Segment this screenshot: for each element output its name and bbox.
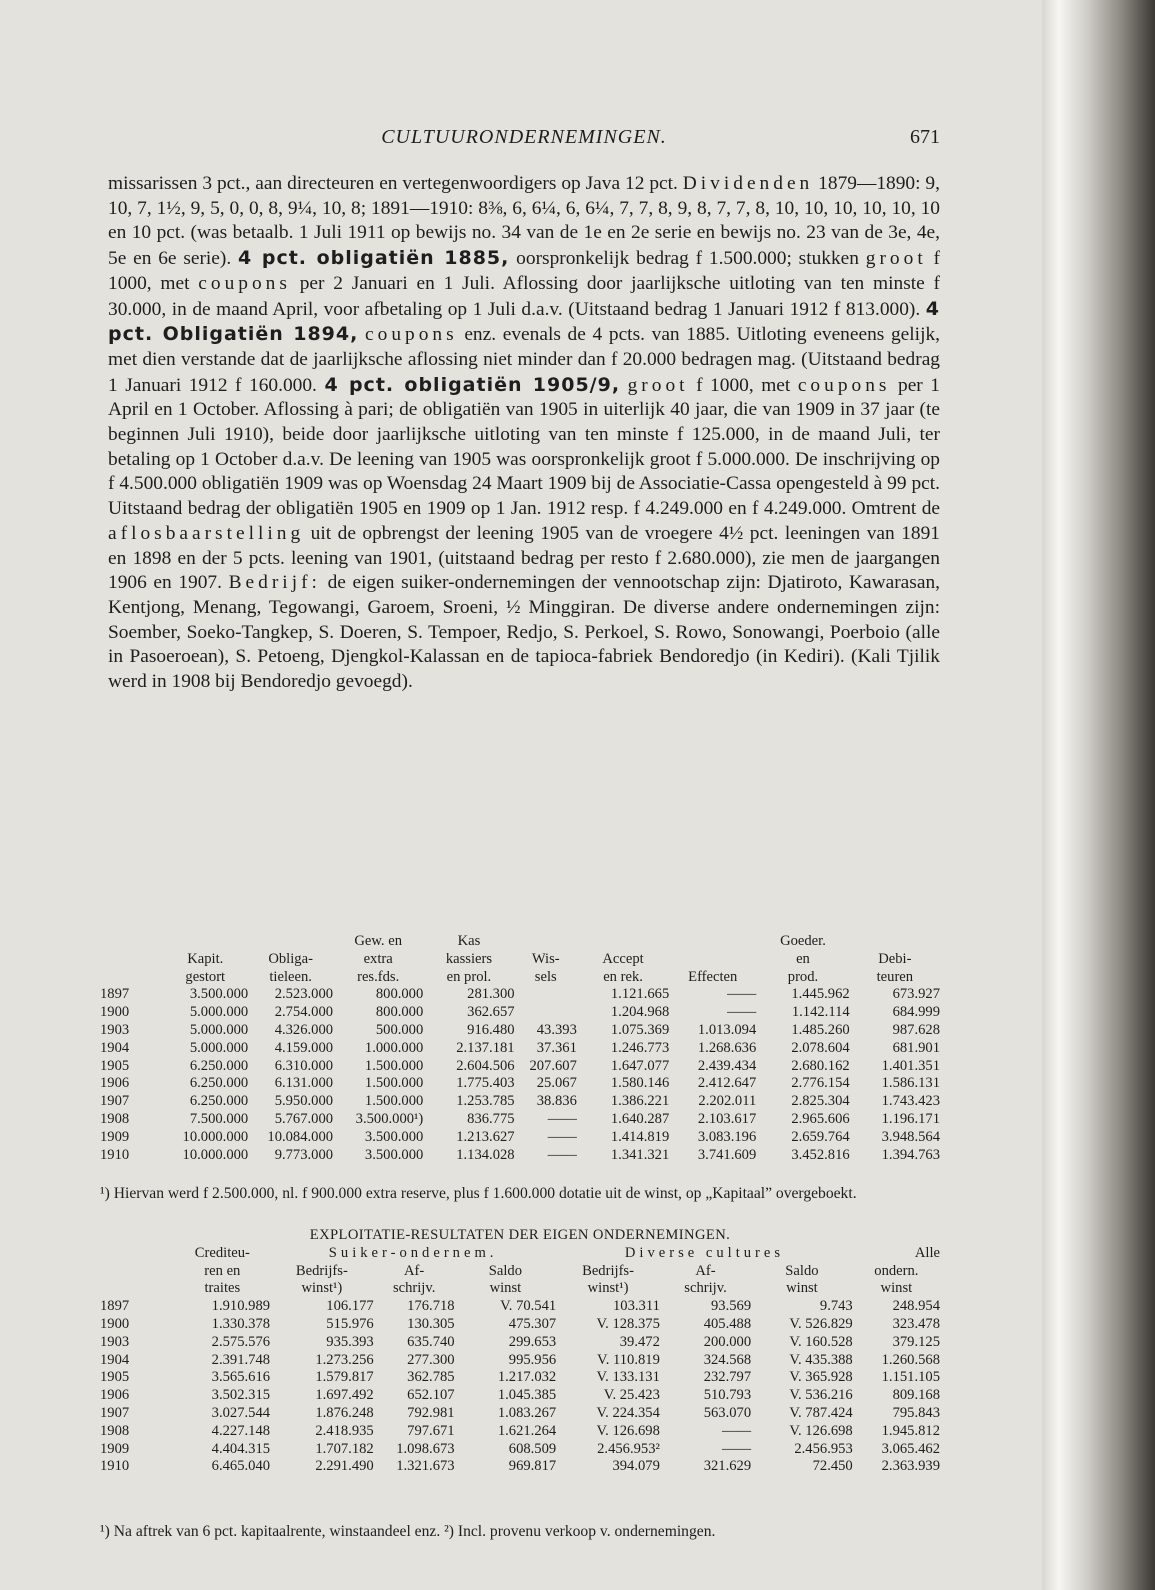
- table-cell: 3.500.000: [364, 1128, 424, 1145]
- column-header: ondern.: [874, 1262, 919, 1279]
- table-row: [100, 1352, 940, 1370]
- table-cell: 635.740: [407, 1333, 455, 1350]
- spaced-term-coupons: coupons: [797, 374, 891, 396]
- column-header: [100, 951, 162, 969]
- column-header: winst: [880, 1280, 913, 1297]
- column-header: [669, 951, 756, 969]
- column-group-header: Suiker-ondernem.: [328, 1244, 498, 1261]
- column-header: [669, 933, 756, 951]
- table-cell: 1.098.673: [396, 1440, 455, 1457]
- table-cell: 1.386.221: [610, 1093, 670, 1110]
- column-header: ren en: [204, 1262, 241, 1279]
- table-row: [100, 1058, 940, 1076]
- table-cell: 4.227.148: [211, 1422, 271, 1439]
- year-cell: 1908: [100, 1422, 130, 1439]
- body-text: [108, 172, 940, 695]
- year-cell: 1900: [100, 1004, 130, 1021]
- table-cell: 2.202.011: [698, 1093, 757, 1110]
- dividend-list: 1879—1890: 9, 10, 7, 1½, 9, 5, 0, 0, 8, 9¼, 10, 8; 1891—1910: 8⅜, 6, 6¼, 6, 6¼, 7, 7, 8, 9, 8, 7, 7, 8, 10, 10, 10, 10, 10, 10 en 10 pct. (was betaalb. 1 Juli 1911 op bewijs no. 34 van de 1e en 2e serie en bewijs no. 23 van de 3e, 4e, 5e en 6e serie).: [108, 173, 940, 270]
- table-cell: 3.502.315: [211, 1387, 271, 1404]
- table-cell: 130.305: [407, 1315, 455, 1332]
- text-run: per 2 Januari en 1 Juli. Aflossing door jaarlijksche uitloting van ten minste f 30.000, in de maand April, voor afbetaling op 1 Juli d.a.v. (Uitstaand bedrag 1 Januari 1912 f 813.000).: [108, 272, 940, 320]
- table-cell: 2.575.576: [211, 1333, 271, 1350]
- table-cell: 475.307: [508, 1315, 557, 1332]
- table-cell: 5.000.000: [189, 1004, 249, 1021]
- table-cell: 39.472: [619, 1333, 660, 1350]
- column-header: Effecten: [688, 968, 738, 985]
- table-cell: 4.159.000: [274, 1039, 334, 1056]
- table-cell: 987.628: [892, 1021, 940, 1038]
- table-cell: 652.107: [407, 1387, 455, 1404]
- text-run: oorspronkelijk bedrag f 1.500.000; stukken: [516, 248, 859, 270]
- table-row: [100, 1441, 940, 1459]
- year-cell: 1897: [100, 1298, 130, 1315]
- table-cell: 6.131.000: [274, 1075, 334, 1092]
- table-cell: 1.621.264: [497, 1422, 557, 1439]
- table-row: [100, 1369, 940, 1387]
- column-header: [162, 933, 248, 951]
- table-cell: 792.981: [407, 1404, 455, 1421]
- table-cell: 684.999: [892, 1004, 940, 1021]
- table-cell: 800.000: [375, 1004, 424, 1021]
- table-cell: 2.363.939: [881, 1458, 940, 1475]
- table-cell: 2.659.764: [791, 1128, 850, 1145]
- column-header: Saldo: [785, 1262, 819, 1279]
- year-cell: 1906: [100, 1387, 130, 1404]
- table-cell: 2.776.154: [791, 1075, 850, 1092]
- page-header: [108, 126, 940, 152]
- table-cell: 3.083.196: [697, 1128, 757, 1145]
- table-cell: 797.671: [407, 1422, 455, 1439]
- column-header: winst: [786, 1280, 818, 1297]
- book-edge: [1042, 0, 1155, 1590]
- table-cell: 1.580.146: [610, 1075, 670, 1092]
- body-paragraph: [108, 172, 940, 695]
- table-cell: 1.213.627: [456, 1128, 515, 1145]
- column-header: Saldo: [488, 1262, 523, 1279]
- table-cell: 379.125: [892, 1333, 940, 1350]
- table-cell: 1.204.968: [610, 1004, 670, 1021]
- table-cell: 836.775: [467, 1110, 515, 1127]
- table-cell: 6.250.000: [189, 1093, 249, 1110]
- column-header: sels: [534, 968, 557, 985]
- column-header: Debi-: [878, 950, 912, 967]
- table-cell: 394.079: [612, 1458, 660, 1475]
- table-cell: 2.137.181: [456, 1039, 515, 1056]
- text-run: f 1000, met: [108, 248, 940, 294]
- footnote-table2: ¹) Na aftrek van 6 pct. kapitaalrente, winstaandeel enz. ²) Incl. provenu verkoop v. ondernemingen.: [100, 1523, 716, 1540]
- table-cell: 232.797: [703, 1369, 752, 1386]
- table-row: [100, 1405, 940, 1423]
- column-header: res.fds.: [357, 968, 400, 985]
- table-cell: V. 133.131: [596, 1369, 660, 1386]
- column-header: teuren: [876, 968, 914, 985]
- table-cell: V. 126.698: [789, 1422, 853, 1439]
- column-header: [248, 933, 333, 951]
- table-cell: 3.065.462: [881, 1440, 940, 1457]
- year-cell: 1910: [100, 1458, 130, 1475]
- year-cell: 1900: [100, 1315, 130, 1332]
- year-cell: 1904: [100, 1351, 130, 1368]
- column-header: Af-: [404, 1262, 425, 1279]
- running-title: CULTUURONDERNEMINGEN.: [381, 126, 667, 148]
- table-cell: 93.569: [710, 1298, 752, 1315]
- table-cell: 299.653: [508, 1333, 557, 1350]
- table-cell: 1.321.673: [396, 1458, 455, 1475]
- balance-table: [100, 933, 940, 1164]
- table-cell: 1.500.000: [364, 1057, 424, 1074]
- table-cell: 2.439.434: [697, 1057, 757, 1074]
- table-cell: 1.246.773: [610, 1039, 670, 1056]
- text-run: uit de opbrengst der leening 1905 van de vroegere 4½ pct. leeningen van 1891 en 1898 en der 5 pcts. leening van 1901, (uitstaand bedrag per resto f 2.680.000), zie men de jaargangen 1906 en 1907.: [108, 522, 940, 594]
- table-cell: V. 526.829: [789, 1315, 853, 1332]
- table-cell: 43.393: [536, 1021, 577, 1038]
- spaced-term-groot: groot: [865, 248, 927, 270]
- table-row: [100, 1334, 940, 1352]
- table-cell: 1.697.492: [315, 1387, 374, 1404]
- table-cell: 1.579.817: [315, 1369, 374, 1386]
- year-cell: 1897: [100, 986, 130, 1003]
- table-cell: 1.485.260: [791, 1021, 850, 1038]
- table-cell: 500.000: [375, 1021, 424, 1038]
- table-cell: 1.151.105: [881, 1369, 940, 1386]
- table-row: [100, 1040, 940, 1058]
- table-cell: V. 435.388: [789, 1351, 853, 1368]
- table-cell: 9.773.000: [274, 1146, 334, 1163]
- table-cell: 2.412.647: [697, 1075, 757, 1092]
- column-header: [515, 933, 577, 951]
- table-cell: 510.793: [703, 1387, 752, 1404]
- table-cell: 176.718: [407, 1298, 455, 1315]
- year-cell: 1910: [100, 1146, 130, 1163]
- table-cell: 2.418.935: [315, 1422, 374, 1439]
- table-cell: 248.954: [892, 1298, 940, 1315]
- table-cell: 1.394.763: [881, 1146, 940, 1163]
- table-cell: 103.311: [613, 1298, 660, 1315]
- table-cell: 2.754.000: [274, 1004, 334, 1021]
- table-cell: 3.452.816: [791, 1146, 850, 1163]
- table-cell: 5.950.000: [274, 1093, 334, 1110]
- table-cell: 1.013.094: [697, 1021, 757, 1038]
- column-header: schrijv.: [392, 1280, 436, 1297]
- table-row: [100, 1458, 940, 1476]
- column-header: Kas: [457, 933, 481, 949]
- table-cell: [515, 1004, 577, 1022]
- dividenden-label: Dividenden: [682, 173, 814, 194]
- table-cell: 1.045.385: [497, 1387, 557, 1404]
- table-cell: 563.070: [703, 1404, 752, 1421]
- table-cell: 6.465.040: [211, 1458, 271, 1475]
- table-cell: 6.250.000: [189, 1057, 249, 1074]
- table-cell: 2.078.604: [791, 1039, 850, 1056]
- table-cell: 2.456.953: [794, 1440, 853, 1457]
- column-header: Gew. en: [354, 933, 403, 949]
- table-cell: 1.647.077: [610, 1057, 670, 1074]
- column-header: winst¹): [301, 1280, 343, 1297]
- table-cell: ——: [727, 986, 757, 1003]
- table-cell: 207.607: [529, 1057, 577, 1074]
- year-cell: 1905: [100, 1369, 130, 1386]
- table-cell: 1.401.351: [881, 1057, 940, 1074]
- table-cell: 4.326.000: [274, 1021, 334, 1038]
- table-cell: 3.948.564: [881, 1128, 940, 1145]
- table-cell: 324.568: [703, 1351, 752, 1368]
- column-header: gestort: [185, 968, 226, 985]
- year-cell: 1907: [100, 1093, 130, 1110]
- column-header: Bedrijfs-: [295, 1262, 348, 1279]
- table-cell: 800.000: [375, 986, 424, 1003]
- table-row: [100, 1022, 940, 1040]
- table-cell: 1.707.182: [315, 1440, 374, 1457]
- text-run: de eigen suiker-ondernemingen der vennootschap zijn: Djatiroto, Kawarasan, Kentjong, Menang, Tegowangi, Garoem, Sroeni, ½ Minggiran. De diverse andere ondernemingen zijn: Soember, Soeko-Tangkep, S. Doeren, S. Tempoer, Redjo, S. Perkoel, S. Rowo, Sonowangi, Poerboio (alle in Pasoeroean), S. Petoeng, Djengkol-Kalassan en de tapioca-fabriek Bendoredjo (in Kediri). (Kali Tjilik werd in 1908 bij Bendoredjo gevoegd).: [108, 572, 940, 693]
- column-header: Crediteu-: [194, 1244, 250, 1261]
- table-cell: 200.000: [703, 1333, 752, 1350]
- table-cell: ——: [547, 1110, 577, 1127]
- year-cell: 1907: [100, 1404, 130, 1421]
- table-cell: ——: [721, 1422, 752, 1439]
- table-cell: 2.103.617: [697, 1110, 757, 1127]
- table-cell: 7.500.000: [189, 1110, 249, 1127]
- table-cell: 608.509: [508, 1440, 557, 1457]
- table-row: [100, 1316, 940, 1334]
- spaced-term-groot: groot: [627, 374, 689, 396]
- table-cell: 2.291.490: [315, 1458, 374, 1475]
- table-cell: V. 126.698: [596, 1422, 660, 1439]
- table-cell: 1.330.378: [211, 1315, 271, 1332]
- table-row: [100, 1111, 940, 1129]
- heading-obligaties-1905-9: 4 pct. obligatiën 1905/9,: [324, 373, 621, 396]
- table-cell: V. 224.354: [596, 1404, 660, 1421]
- table-cell: V. 110.819: [597, 1351, 660, 1368]
- year-cell: 1903: [100, 1333, 130, 1350]
- year-cell: 1909: [100, 1128, 130, 1145]
- table-cell: 916.480: [467, 1021, 515, 1038]
- table-cell: 1.500.000: [364, 1093, 424, 1110]
- table-cell: 2.391.748: [211, 1351, 271, 1368]
- table-cell: 1.414.819: [610, 1128, 670, 1145]
- spaced-term-aflosbaarstelling: aflosbaarstelling: [108, 522, 305, 544]
- year-cell: 1904: [100, 1039, 130, 1056]
- table-cell: 935.393: [326, 1333, 374, 1350]
- table-cell: 1.217.032: [497, 1369, 557, 1386]
- table-cell: 969.817: [508, 1458, 557, 1475]
- table-cell: 5.000.000: [189, 1039, 249, 1056]
- column-header: Accept: [602, 950, 644, 967]
- table-cell: 362.657: [467, 1004, 515, 1021]
- table-cell: 809.168: [892, 1387, 940, 1404]
- year-cell: 1905: [100, 1057, 130, 1074]
- table-cell: 405.488: [703, 1315, 752, 1332]
- column-header: winst: [489, 1280, 522, 1297]
- table-cell: 1.075.369: [610, 1021, 670, 1038]
- spaced-term-coupons: coupons: [365, 324, 458, 346]
- table-cell: 10.000.000: [182, 1128, 249, 1145]
- table-cell: ——: [547, 1128, 577, 1145]
- table-cell: 3.027.544: [211, 1404, 271, 1421]
- table-cell: 1.500.000: [364, 1075, 424, 1092]
- year-cell: 1903: [100, 1021, 130, 1038]
- table-row: [100, 986, 940, 1004]
- table-cell: 1.640.287: [610, 1110, 670, 1127]
- table-cell: 37.361: [536, 1039, 577, 1056]
- table-cell: V. 25.423: [603, 1387, 660, 1404]
- table-row: [100, 1129, 940, 1147]
- table-cell: 277.300: [407, 1351, 455, 1368]
- table-cell: 1.142.114: [791, 1004, 850, 1021]
- table-cell: V. 70.541: [500, 1298, 557, 1315]
- table-cell: 795.843: [892, 1404, 940, 1421]
- table-row: [100, 1387, 940, 1405]
- table-cell: 1.586.131: [881, 1075, 940, 1092]
- table-cell: 2.825.304: [791, 1093, 850, 1110]
- table-row: [100, 1093, 940, 1111]
- table-cell: 362.785: [407, 1369, 455, 1386]
- table-row: [100, 1075, 940, 1093]
- table-cell: 1.083.267: [497, 1404, 557, 1421]
- table-cell: 4.404.315: [211, 1440, 271, 1457]
- spaced-term-coupons: coupons: [198, 272, 291, 294]
- table-cell: 995.956: [508, 1351, 557, 1368]
- column-header: Goeder.: [780, 933, 826, 949]
- column-header: tieleen.: [269, 968, 312, 985]
- column-header: traites: [204, 1280, 241, 1297]
- table-cell: 3.565.616: [211, 1369, 271, 1386]
- table-cell: 1.445.962: [791, 986, 850, 1003]
- column-header: [100, 969, 162, 987]
- table-cell: 2.456.953²: [597, 1440, 660, 1457]
- text-run: per 1 April en 1 October. Aflossing à pari; de obligatiën van 1905 in uiterlijk 40 jaar, die van 1909 in 37 jaar (te beginnen Juli 1910), beide door jaarlijksche uitloting van ten minste f 125.000, in de maand Juli, ter betaling op 1 October d.a.v. De leening van 1905 was oorspronkelijk groot f 5.000.000. De inschrijving op f 4.500.000 obligatiën 1909 was op Woensdag 24 Maart 1909 bij de Associatie-Cassa opengesteld à 99 pct. Uitstaand bedrag der obligatiën 1905 en 1909 op 1 Jan. 1912 resp. f 4.249.000 en f 4.249.000. Omtrent de: [108, 374, 940, 520]
- table-cell: 673.927: [892, 986, 940, 1003]
- table-cell: 38.836: [536, 1093, 577, 1110]
- table-cell: 1.876.248: [315, 1404, 374, 1421]
- table-cell: 3.500.000: [189, 986, 249, 1003]
- table-cell: V. 160.528: [789, 1333, 853, 1350]
- column-header: en prol.: [446, 968, 492, 985]
- table-title: EXPLOITATIE-RESULTATEN DER EIGEN ONDERNEMINGEN.: [309, 1227, 731, 1243]
- table-cell: 5.767.000: [274, 1110, 334, 1127]
- column-header: Wis-: [531, 950, 560, 967]
- table-cell: 6.310.000: [274, 1057, 334, 1074]
- table-cell: 2.604.506: [456, 1057, 515, 1074]
- table-cell: 3.500.000¹): [355, 1110, 424, 1127]
- column-group-header: Diverse cultures: [624, 1244, 785, 1261]
- year-cell: 1908: [100, 1110, 130, 1127]
- heading-obligaties-1894: 4 pct. Obligatiën 1894,: [108, 297, 941, 346]
- table-cell: V. 536.216: [789, 1387, 853, 1404]
- column-header: [100, 1280, 175, 1298]
- table-cell: 1.268.636: [697, 1039, 757, 1056]
- table-cell: [515, 986, 577, 1004]
- column-header: en rek.: [603, 968, 643, 985]
- table-cell: 3.500.000: [364, 1146, 424, 1163]
- table-cell: V. 128.375: [596, 1315, 660, 1332]
- table-cell: 2.965.606: [791, 1110, 850, 1127]
- column-header: kassiers: [445, 950, 493, 967]
- column-header: [100, 933, 162, 951]
- column-header: [100, 1263, 175, 1281]
- table-row: [100, 1147, 940, 1165]
- spaced-term-bedrijf: Bedrijf:: [228, 572, 321, 594]
- text-run: enz. evenals de 4 pcts. van 1885. Uitloting eveneens gelijk, met dien verstande dat de jaarlijksche aflossing niet minder dan f 20.000 bedragen mag. (Uitstaand bedrag 1 Januari 1912 f 160.000.: [108, 324, 940, 396]
- column-header: schrijv.: [684, 1280, 727, 1297]
- table-cell: 9.743: [819, 1298, 853, 1315]
- table-cell: 2.523.000: [274, 986, 334, 1003]
- table-cell: 1.134.028: [456, 1146, 515, 1163]
- table-cell: 1.260.568: [881, 1351, 940, 1368]
- column-header: [577, 933, 669, 951]
- table-cell: 6.250.000: [189, 1075, 249, 1092]
- column-header: en: [796, 950, 810, 967]
- column-header: winst¹): [587, 1280, 629, 1297]
- table-cell: 3.741.609: [697, 1146, 757, 1163]
- column-header: [850, 933, 940, 951]
- footnote-table1: ¹) Hiervan werd f 2.500.000, nl. f 900.000 extra reserve, plus f 1.600.000 dotatie uit de winst, op „Kapitaal” overgeboekt.: [100, 1185, 857, 1202]
- table-cell: 1.000.000: [364, 1039, 424, 1056]
- column-header: Af-: [695, 1262, 716, 1279]
- text-line: missarissen 3 pct., aan directeuren en vertegenwoordigers op Java 12 pct.: [108, 173, 678, 194]
- table-row: [100, 1004, 940, 1022]
- table-cell: 10.084.000: [267, 1128, 334, 1145]
- table-cell: V. 787.424: [789, 1404, 853, 1421]
- table-cell: 281.300: [467, 986, 515, 1003]
- table-cell: 321.629: [703, 1458, 752, 1475]
- column-header: Obliga-: [268, 950, 313, 967]
- column-header: Bedrijfs-: [582, 1262, 634, 1279]
- table-cell: 5.000.000: [189, 1021, 249, 1038]
- table-cell: ——: [721, 1440, 752, 1457]
- table-cell: 1.121.665: [610, 986, 670, 1003]
- table-cell: 515.976: [326, 1315, 374, 1332]
- table-cell: 10.000.000: [182, 1146, 249, 1163]
- table-cell: 1.253.785: [456, 1093, 515, 1110]
- heading-obligaties-1885: 4 pct. obligatiën 1885,: [238, 247, 510, 270]
- column-header: Alle: [914, 1244, 940, 1261]
- year-cell: 1906: [100, 1075, 130, 1092]
- table-cell: 1.341.321: [610, 1146, 670, 1163]
- table-row: [100, 1423, 940, 1441]
- table-cell: 323.478: [892, 1315, 940, 1332]
- column-header: extra: [363, 950, 393, 967]
- text-run: f 1000, met: [696, 374, 791, 396]
- column-header: prod.: [787, 968, 819, 985]
- table-cell: 1.910.989: [211, 1298, 271, 1315]
- table-cell: 106.177: [326, 1298, 374, 1315]
- table-row: [100, 1298, 940, 1316]
- table-cell: 1.945.812: [881, 1422, 940, 1439]
- table-cell: ——: [727, 1004, 757, 1021]
- table-cell: V. 365.928: [789, 1369, 853, 1386]
- table-cell: ——: [547, 1146, 577, 1163]
- results-table: [100, 1227, 940, 1476]
- table-cell: 1.196.171: [881, 1110, 940, 1127]
- year-cell: 1909: [100, 1440, 130, 1457]
- page-number: 671: [910, 126, 940, 148]
- table-cell: 25.067: [536, 1075, 577, 1092]
- table-cell: 1.775.403: [456, 1075, 515, 1092]
- table-cell: 1.743.423: [881, 1093, 940, 1110]
- table-cell: 681.901: [892, 1039, 940, 1056]
- table-cell: 72.450: [812, 1458, 853, 1475]
- table-cell: 1.273.256: [315, 1351, 374, 1368]
- table-cell: 2.680.162: [791, 1057, 850, 1074]
- column-header: Kapit.: [187, 950, 224, 967]
